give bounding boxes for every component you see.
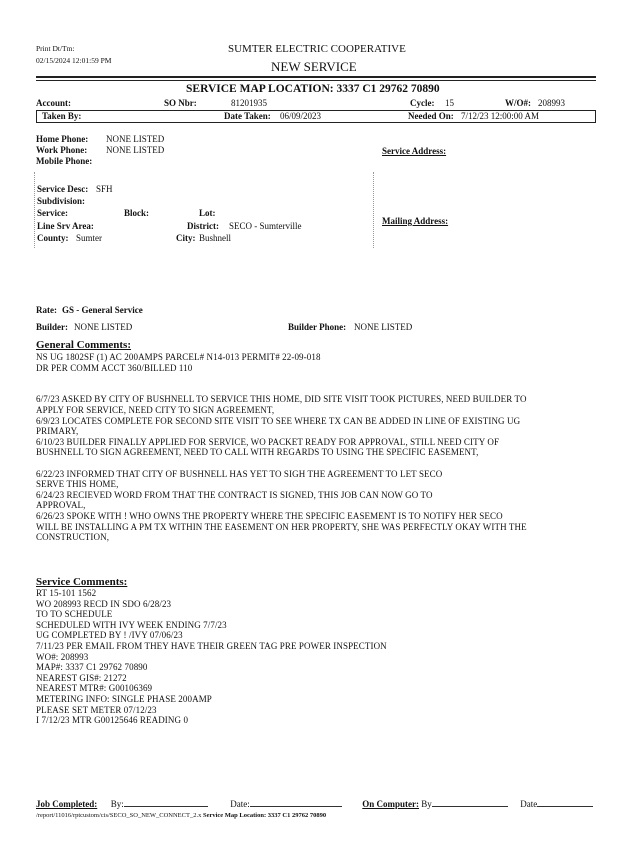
- comment-line: CONSTRUCTION,: [36, 532, 110, 543]
- header-rule-thin: [36, 80, 596, 81]
- service-desc-label: Service Desc:: [37, 184, 89, 194]
- district-value: SECO - Sumterville: [229, 221, 302, 231]
- comment-line: APPLY FOR SERVICE, NEED CITY TO SIGN AGREEMENT,: [36, 405, 275, 415]
- comment-line: DR PER COMM ACCT 360/BILLED 110: [36, 362, 193, 373]
- work-phone-label: Work Phone:: [36, 145, 88, 155]
- comment-line: 6/26/23 SPOKE WITH ! WHO OWNS THE PROPERTY WHERE THE SPECIFIC EASEMENT IS TO NOTIFY HER SECO: [36, 511, 503, 521]
- work-phone-value: NONE LISTED: [106, 145, 165, 155]
- comment-line: BUSHNELL TO SIGN AGREEMENT, NEED TO CALL WITH REGARDS TO USING THE SPECIFIC EASEMENT,: [36, 447, 479, 458]
- computer-date-label: Date: [520, 799, 538, 809]
- line-srv-area-label: Line Srv Area:: [37, 221, 94, 231]
- completed-by-line: [124, 798, 208, 807]
- so-number-label: SO Nbr:: [164, 98, 197, 108]
- comment-line: RT 15-101 1562: [36, 588, 97, 598]
- home-phone-value: NONE LISTED: [106, 134, 165, 144]
- completed-date-line: [250, 798, 342, 807]
- comment-line: WILL BE INSTALLING A PM TX WITHIN THE EASEMENT ON HER PROPERTY, SHE WAS PERFECTLY OKAY WITH THE: [36, 521, 527, 532]
- comment-line: WO 208993 RECD IN SDO 6/28/23: [36, 598, 172, 609]
- builder-value: NONE LISTED: [74, 322, 133, 332]
- rate-label: Rate:: [36, 305, 57, 315]
- builder-phone-label: Builder Phone:: [288, 322, 347, 332]
- comment-line: PRIMARY,: [36, 426, 79, 437]
- needed-on-value: 7/12/23 12:00:00 AM: [461, 111, 540, 121]
- comment-line: 6/9/23 LOCATES COMPLETE FOR SECOND SITE VISIT TO SEE WHERE TX CAN BE ADDED IN LINE OF EXISTING UG: [36, 415, 521, 426]
- county-label: County:: [37, 233, 69, 243]
- comment-line: UG COMPLETED BY ! /IVY 07/06/23: [36, 630, 183, 641]
- completed-by-label: By:: [110, 799, 124, 809]
- date-taken-value: 06/09/2023: [280, 111, 322, 121]
- service-label: Service:: [37, 208, 68, 218]
- city-value: Bushnell: [199, 233, 232, 243]
- county-value: Sumter: [76, 233, 102, 243]
- header-rule: [36, 76, 596, 78]
- on-computer-label: On Computer:: [362, 799, 420, 809]
- work-order-label: W/O#:: [505, 98, 531, 108]
- general-comments-heading: General Comments:: [36, 339, 132, 351]
- print-datetime-label: Print Dt/Tm:: [36, 44, 75, 53]
- so-number-value: 81201935: [231, 98, 267, 108]
- report-path: /report/11016/rptcustom/cis/SECO_SO_NEW_CONNECT_2.x: [36, 812, 202, 819]
- account-label: Account:: [36, 98, 71, 108]
- district-label: District:: [187, 221, 219, 231]
- computer-by-line: [432, 798, 508, 807]
- comment-line: 7/11/23 PER EMAIL FROM THEY HAVE THEIR GREEN TAG PRE POWER INSPECTION: [36, 641, 387, 651]
- service-map-location: SERVICE MAP LOCATION: 3337 C1 29762 70890: [186, 83, 440, 95]
- taken-by-label: Taken By:: [42, 111, 82, 121]
- comment-line: 6/7/23 ASKED BY CITY OF BUSHNELL TO SERVICE THIS HOME, DID SITE VISIT TOOK PICTURES, NEED BUILDER TO: [36, 394, 527, 405]
- cycle-label: Cycle:: [410, 98, 435, 108]
- comment-line: 6/10/23 BUILDER FINALLY APPLIED FOR SERVICE, WO PACKET READY FOR APPROVAL, STILL NEED CITY OF: [36, 436, 500, 447]
- city-label: City:: [176, 233, 196, 243]
- service-desc-value: SFH: [96, 184, 113, 194]
- completed-date-label: Date:: [230, 799, 250, 809]
- comment-line: 6/24/23 RECIEVED WORD FROM THAT THE CONTRACT IS SIGNED, THIS JOB CAN NOW GO TO: [36, 489, 433, 500]
- comment-line: SERVE THIS HOME,: [36, 479, 119, 490]
- comment-line: NS UG 1802SF (1) AC 200AMPS PARCEL# N14-013 PERMIT# 22-09-018: [36, 352, 321, 362]
- service-comments-heading: Service Comments:: [36, 576, 128, 588]
- lot-label: Lot:: [199, 208, 216, 218]
- footer-map-location-label: Service Map Location:: [202, 812, 267, 819]
- document-title: NEW SERVICE: [271, 59, 357, 74]
- comment-line: 6/22/23 INFORMED THAT CITY OF BUSHNELL HAS YET TO SIGH THE AGREEMENT TO LET SECO: [36, 468, 443, 479]
- comment-line: PLEASE SET METER 07/12/23: [36, 704, 157, 715]
- comment-line: APPROVAL,: [36, 500, 86, 511]
- print-datetime-value: 02/15/2024 12:01:59 PM: [36, 56, 112, 65]
- work-order-value: 208993: [538, 98, 565, 108]
- report-footer: [36, 812, 326, 819]
- company-name: SUMTER ELECTRIC COOPERATIVE: [228, 43, 406, 55]
- date-taken-label: Date Taken:: [224, 111, 271, 121]
- comment-line: MAP#: 3337 C1 29762 70890: [36, 662, 148, 673]
- footer-map-location-value: 3337 C1 29762 70890: [267, 812, 327, 819]
- cycle-value: 15: [445, 98, 454, 108]
- builder-phone-value: NONE LISTED: [354, 322, 413, 332]
- block-label: Block:: [124, 208, 150, 218]
- comment-line: I 7/12/23 MTR G00125646 READING 0: [36, 715, 189, 726]
- computer-date-line: [537, 798, 593, 807]
- comment-line: SCHEDULED WITH IVY WEEK ENDING 7/7/23: [36, 619, 227, 630]
- subdivision-label: Subdivision:: [37, 196, 86, 206]
- comment-line: METERING INFO: SINGLE PHASE 200AMP: [36, 694, 212, 704]
- footer-signature-row: [36, 798, 593, 809]
- mobile-phone-label: Mobile Phone:: [36, 156, 93, 166]
- comment-line: NEAREST GIS#: 21272: [36, 672, 127, 683]
- comment-line: TO TO SCHEDULE: [36, 609, 113, 620]
- comment-line: WO#: 208993: [36, 651, 89, 662]
- needed-on-label: Needed On:: [408, 111, 454, 121]
- builder-label: Builder:: [36, 322, 69, 332]
- service-address-label: Service Address:: [382, 146, 447, 156]
- mailing-address-label: Mailing Address:: [382, 216, 449, 226]
- computer-by-label: By: [421, 799, 432, 809]
- rate-value: GS - General Service: [62, 305, 143, 315]
- comment-line: NEAREST MTR#: G00106369: [36, 683, 153, 694]
- job-completed-label: Job Completed:: [36, 799, 98, 809]
- home-phone-label: Home Phone:: [36, 134, 89, 144]
